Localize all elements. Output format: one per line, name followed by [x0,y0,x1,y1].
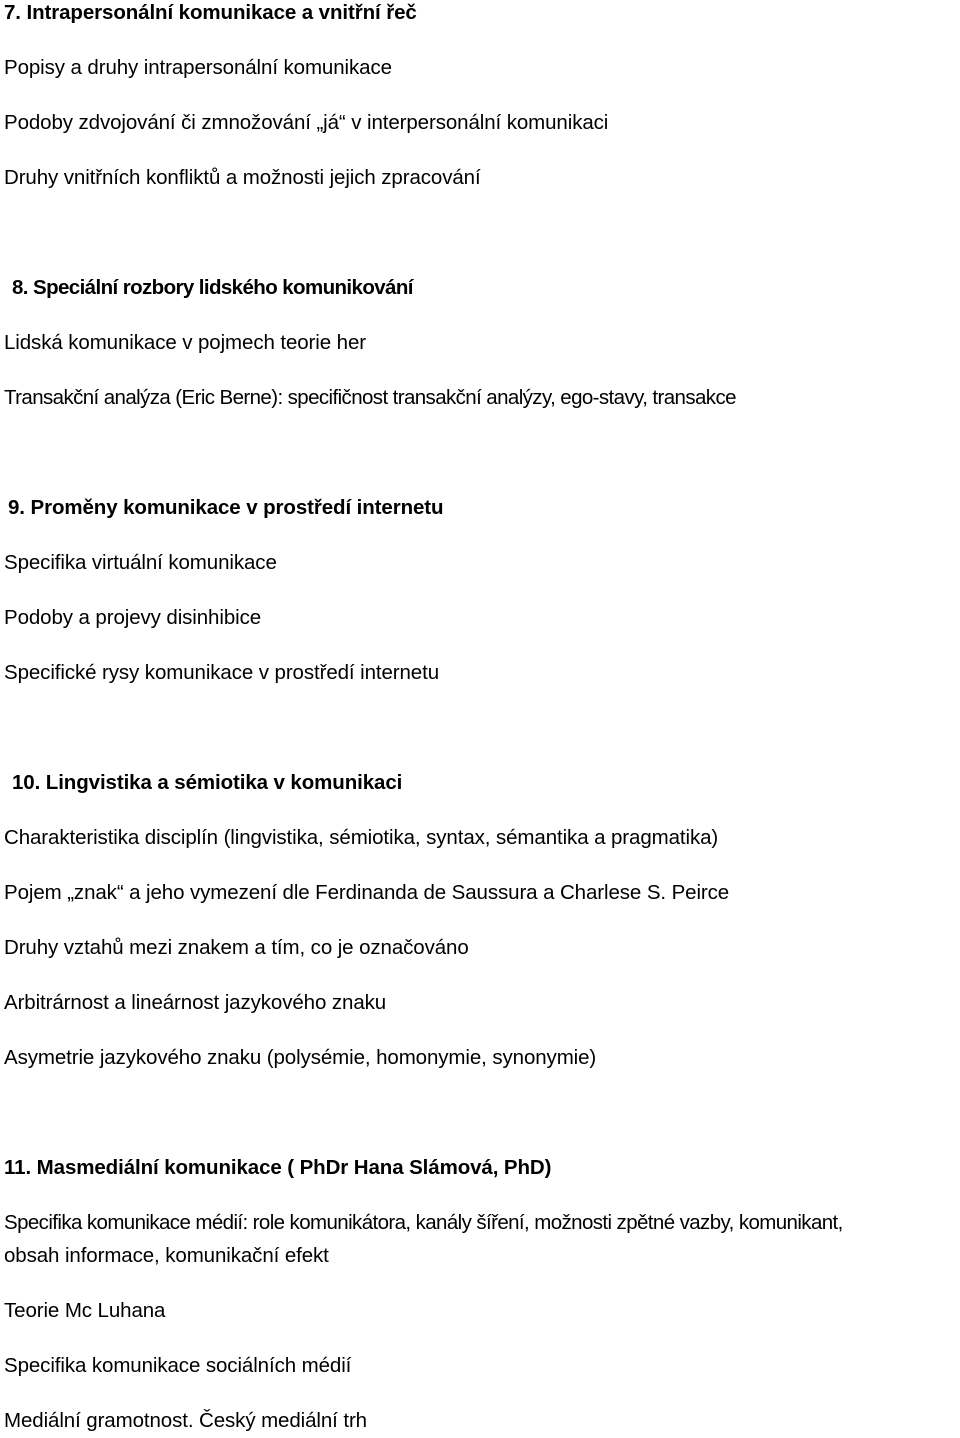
section-11-item-1-continued: obsah informace, komunikační efekt [4,1244,329,1267]
section-10-item-5: Asymetrie jazykového znaku (polysémie, homonymie, synonymie) [4,1046,597,1069]
section-11-item-4: Mediální gramotnost. Český mediální trh [4,1409,367,1432]
section-11-item-2: Teorie Mc Luhana [4,1299,166,1322]
section-10-item-3: Druhy vztahů mezi znakem a tím, co je označováno [4,936,469,959]
section-heading-7: 7. Intrapersonální komunikace a vnitřní řeč [4,1,417,24]
section-10-item-4: Arbitrárnost a lineárnost jazykového znaku [4,991,387,1014]
section-7-item-1: Popisy a druhy intrapersonální komunikace [4,56,392,79]
section-heading-9: 9. Proměny komunikace v prostředí internetu [8,496,444,519]
section-9-item-3: Specifické rysy komunikace v prostředí internetu [4,661,439,684]
section-7-item-2: Podoby zdvojování či zmnožování „já“ v interpersonální komunikaci [4,111,609,134]
section-7-item-3: Druhy vnitřních konfliktů a možnosti jejich zpracování [4,166,481,189]
section-heading-10: 10. Lingvistika a sémiotika v komunikaci [12,771,403,794]
section-heading-11: 11. Masmediální komunikace ( PhDr Hana Slámová, PhD) [4,1156,552,1179]
section-9-item-1: Specifika virtuální komunikace [4,551,277,574]
section-8-item-1: Lidská komunikace v pojmech teorie her [4,331,366,354]
section-10-item-2: Pojem „znak“ a jeho vymezení dle Ferdinanda de Saussura a Charlese S. Peirce [4,881,730,904]
section-heading-8: 8. Speciální rozbory lidského komunikování [12,276,413,299]
section-11-item-1: Specifika komunikace médií: role komunikátora, kanály šíření, možnosti zpětné vazby, komunikant, [4,1211,843,1234]
section-8-item-2: Transakční analýza (Eric Berne): specifičnost transakční analýzy, ego-stavy, transakce [4,386,736,409]
section-9-item-2: Podoby a projevy disinhibice [4,606,262,629]
section-11-item-3: Specifika komunikace sociálních médií [4,1354,352,1377]
section-10-item-1: Charakteristika disciplín (lingvistika, sémiotika, syntax, sémantika a pragmatika) [4,826,719,849]
